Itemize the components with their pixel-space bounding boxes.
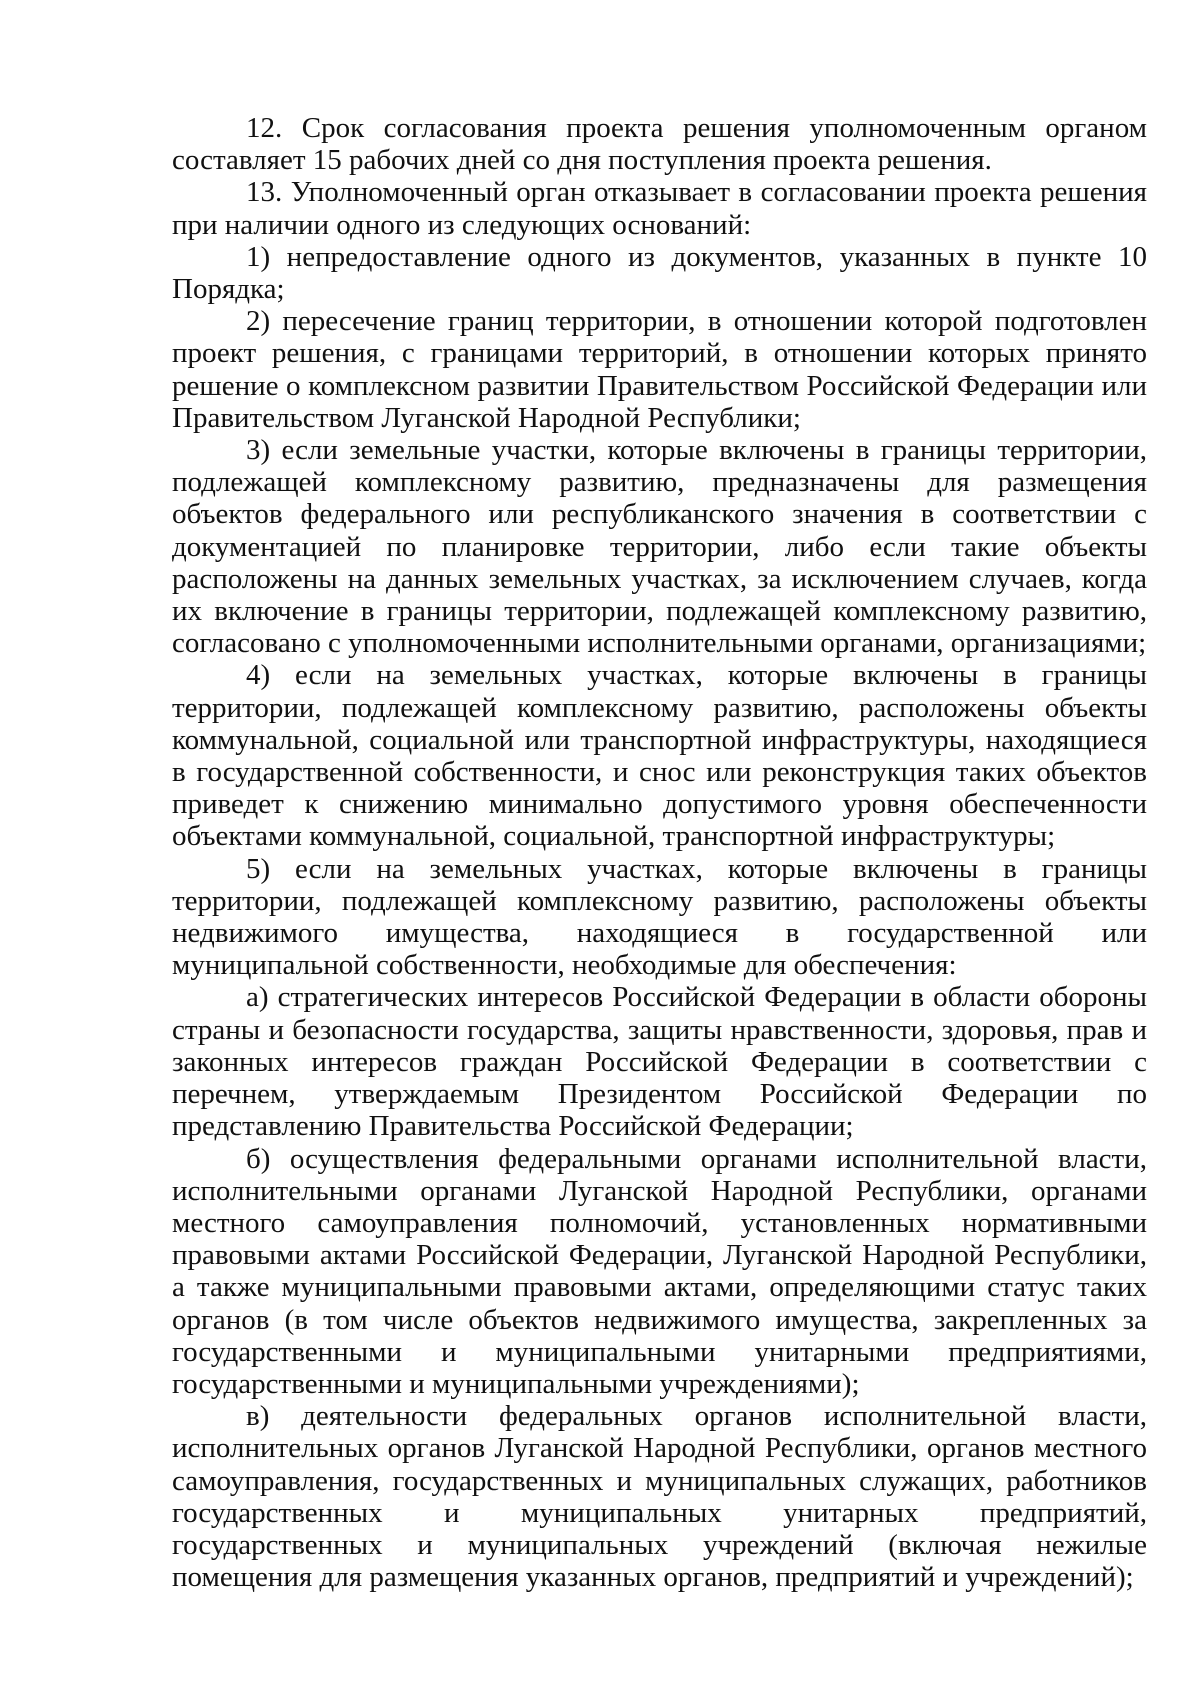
paragraph-12: 12. Срок согласования проекта решения уполномоченным органом составляет 15 рабочих дней со дня поступления проекта решения.	[172, 112, 1147, 177]
list-item-5: 5) если на земельных участках, которые включены в границы территории, подлежащей комплексному развитию, расположены объекты недвижимого имущества, находящиеся в государственной или муниципальной собственности, необходимые для обеспечения:	[172, 852, 1147, 982]
sub-item-a: а) стратегических интересов Российской Федерации в области обороны страны и безопасности государства, защиты нравственности, здоровья, прав и законных интересов граждан Российской Федерации в соответствии с перечнем, утверждаемым Президентом Российской Федерации по представлению Правительства Российской Федерации;	[172, 981, 1147, 1143]
sub-item-v: в) деятельности федеральных органов исполнительной власти, исполнительных органов Луганской Народной Республики, органов местного самоуправления, государственных и муниципальных служащих, работников государственных и муниципальных унитарных предприятий, государственных и муниципальных учреждений (включая нежилые помещения для размещения указанных органов, предприятий и учреждений);	[172, 1400, 1147, 1594]
sub-item-b: б) осуществления федеральными органами исполнительной власти, исполнительными органами Луганской Народной Республики, органами местного самоуправления полномочий, установленных нормативными правовыми актами Российской Федерации, Луганской Народной Республики, а также муниципальными правовыми актами, определяющими статус таких органов (в том числе объектов недвижимого имущества, закрепленных за государственными и муниципальными унитарными предприятиями, государственными и муниципальными учреждениями);	[172, 1142, 1147, 1400]
document-page	[172, 112, 1147, 1593]
paragraph-13: 13. Уполномоченный орган отказывает в согласовании проекта решения при наличии одного из следующих оснований:	[172, 176, 1147, 241]
list-item-4: 4) если на земельных участках, которые включены в границы территории, подлежащей комплексному развитию, расположены объекты коммунальной, социальной или транспортной инфраструктуры, находящиеся в государственной собственности, и снос или реконструкция таких объектов приведет к снижению минимально допустимого уровня обеспеченности объектами коммунальной, социальной, транспортной инфраструктуры;	[172, 659, 1147, 853]
list-item-2: 2) пересечение границ территории, в отношении которой подготовлен проект решения, с границами территорий, в отношении которых принято решение о комплексном развитии Правительством Российской Федерации или Правительством Луганской Народной Республики;	[172, 305, 1147, 434]
list-item-3: 3) если земельные участки, которые включены в границы территории, подлежащей комплексному развитию, предназначены для размещения объектов федерального или республиканского значения в соответствии с документацией по планировке территории, либо если такие объекты расположены на данных земельных участках, за исключением случаев, когда их включение в границы территории, подлежащей комплексному развитию, согласовано с уполномоченными исполнительными органами, организациями;	[172, 434, 1147, 660]
list-item-1: 1) непредоставление одного из документов, указанных в пункте 10 Порядка;	[172, 240, 1147, 306]
